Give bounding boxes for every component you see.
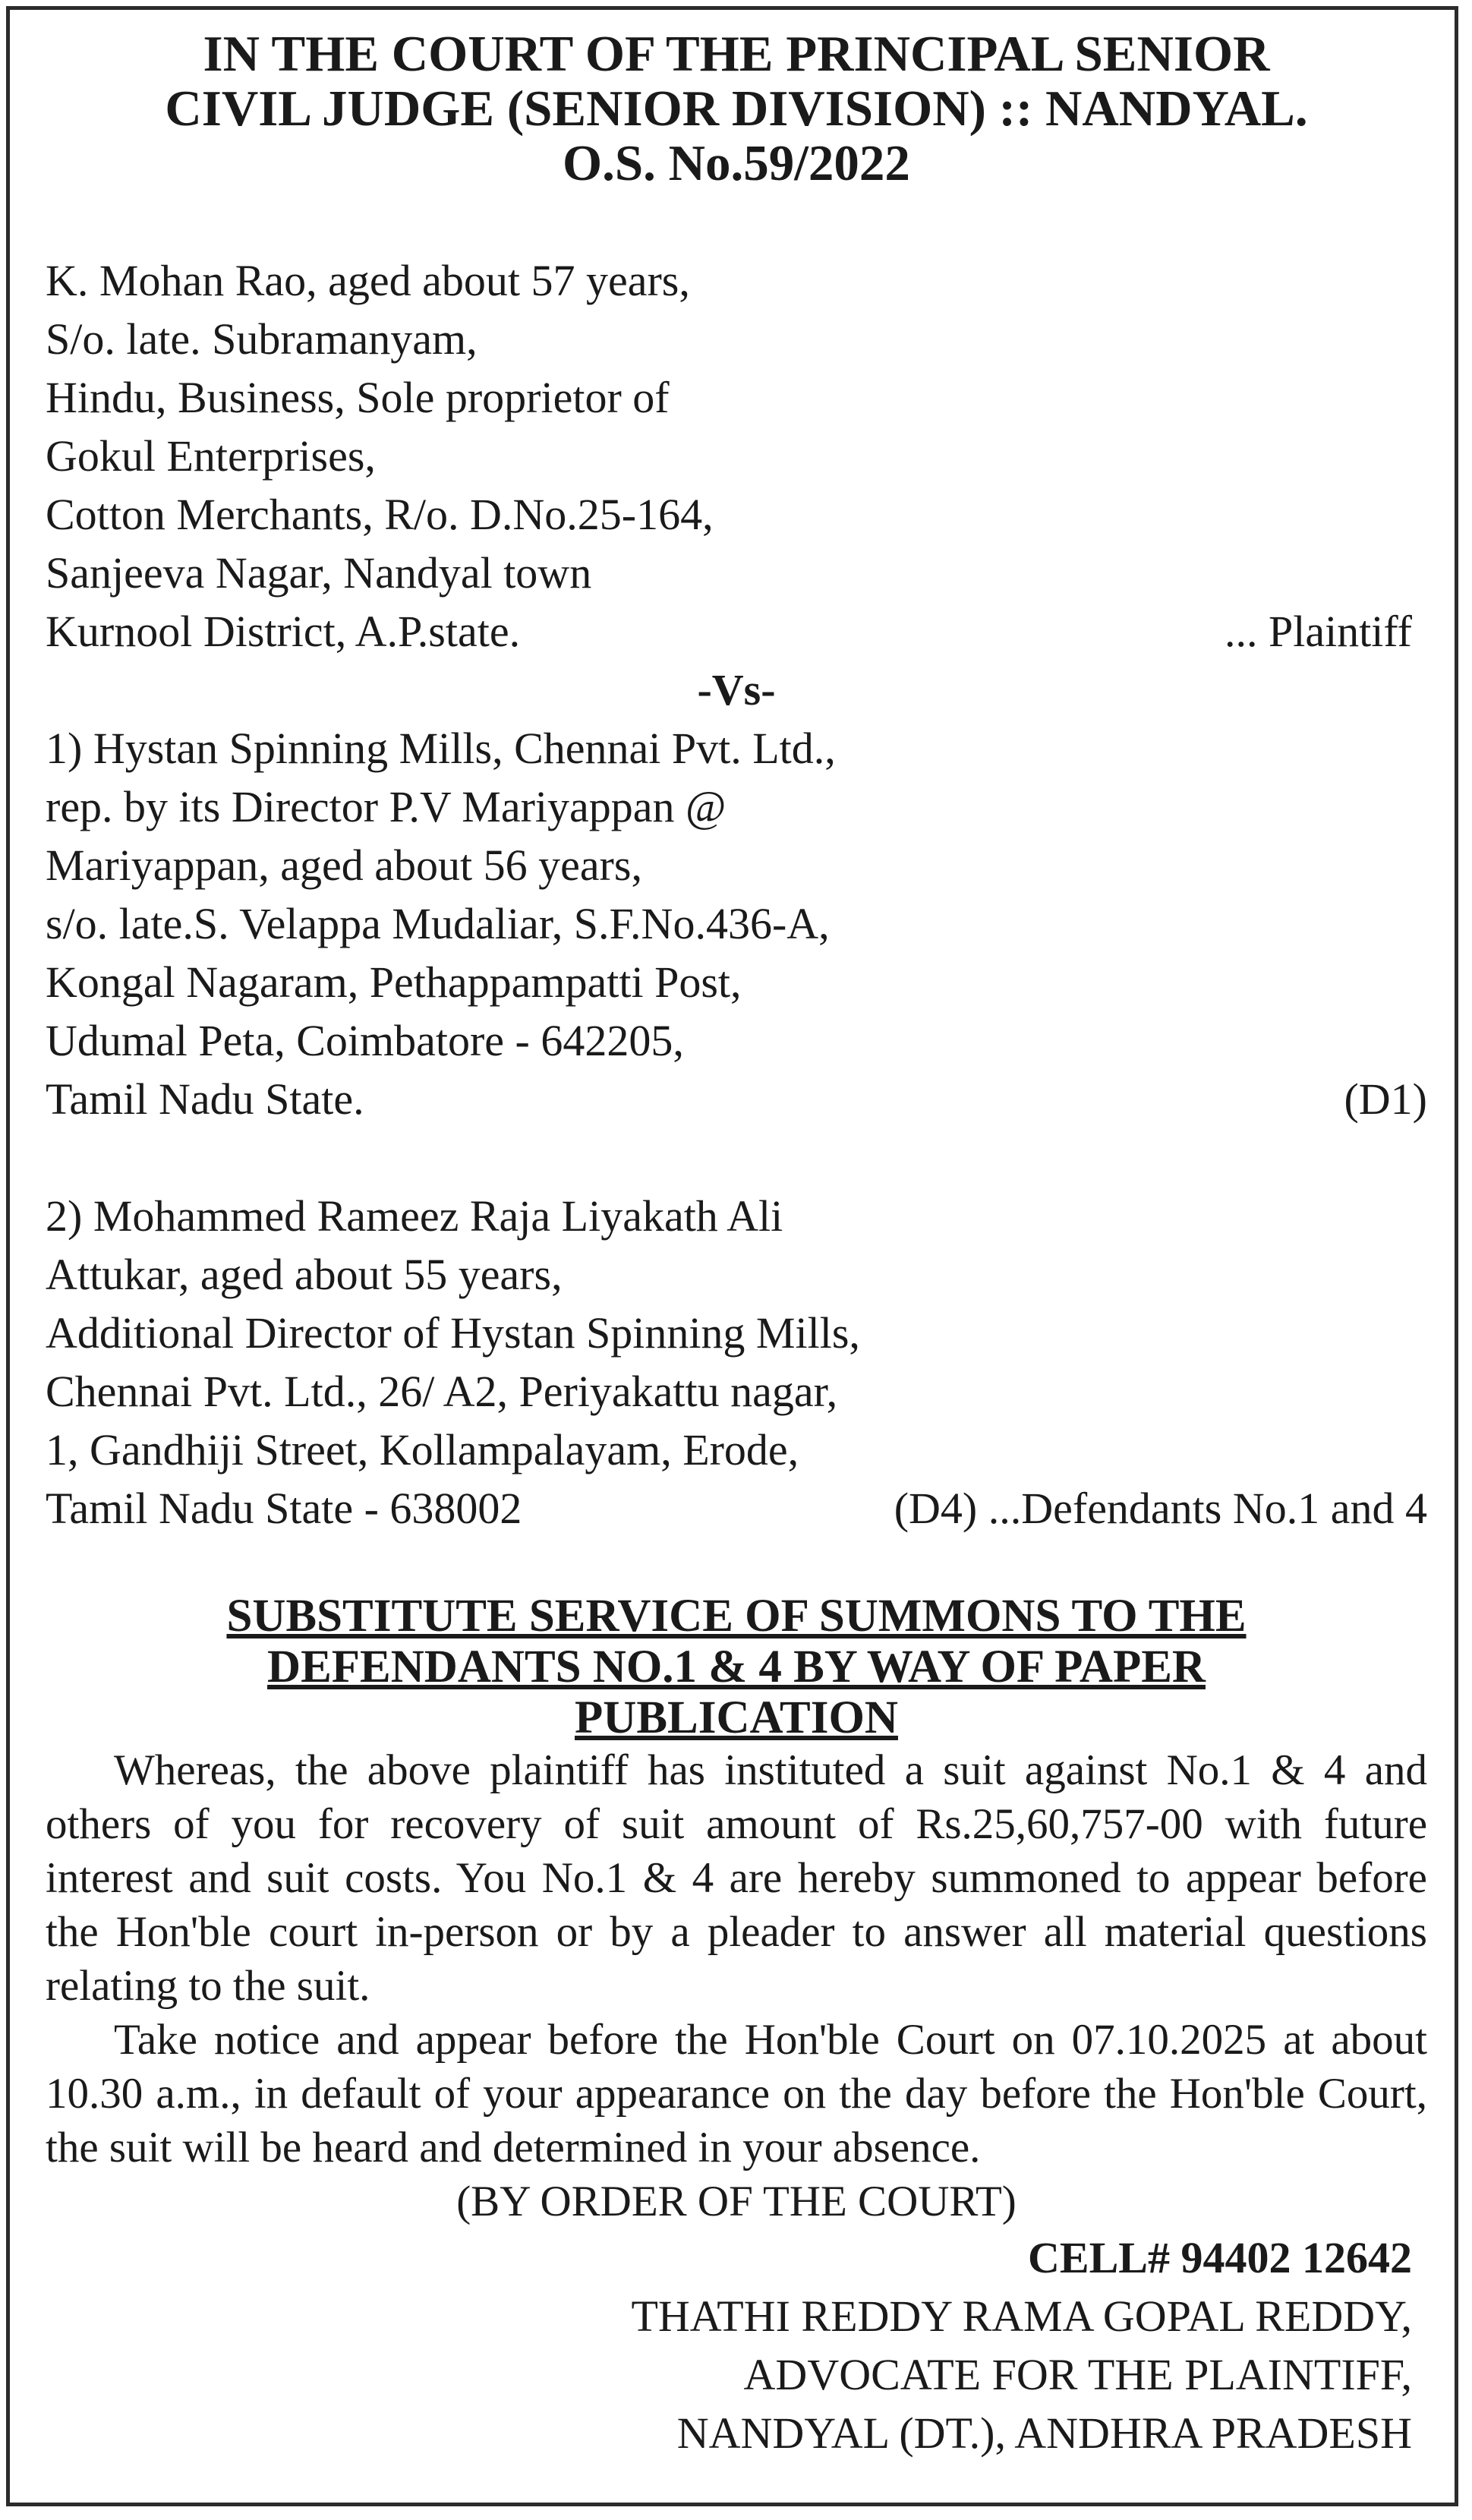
defendant2-line: Tamil Nadu State - 638002 bbox=[46, 1484, 522, 1533]
defendant1-last-row bbox=[46, 1070, 1427, 1128]
plaintiff-line: Gokul Enterprises, bbox=[46, 431, 376, 481]
court-name-line-2: CIVIL JUDGE (SENIOR DIVISION) :: NANDYAL. bbox=[165, 80, 1308, 137]
plaintiff-line: Sanjeeva Nagar, Nandyal town bbox=[46, 548, 592, 598]
advocate-block bbox=[46, 2287, 1427, 2462]
court-heading bbox=[46, 27, 1427, 191]
spacer bbox=[46, 1128, 1427, 1187]
cell-number: CELL# 94402 12642 bbox=[1028, 2233, 1412, 2282]
plaintiff-line: K. Mohan Rao, aged about 57 years, bbox=[46, 256, 690, 305]
defendant1-line: rep. by its Director P.V Mariyappan @ bbox=[46, 782, 727, 831]
subject-line-3: PUBLICATION bbox=[575, 1692, 898, 1743]
defendant1-line: s/o. late.S. Velappa Mudaliar, S.F.No.436-A, bbox=[46, 899, 830, 948]
defendant2-line: 1, Gandhiji Street, Kollampalayam, Erode, bbox=[46, 1425, 799, 1474]
defendant2-line: Attukar, aged about 55 years, bbox=[46, 1250, 563, 1299]
advocate-place: NANDYAL (DT.), ANDHRA PRADESH bbox=[676, 2408, 1412, 2458]
court-notice bbox=[46, 27, 1427, 2462]
plaintiff-line: Cotton Merchants, R/o. D.No.25-164, bbox=[46, 490, 714, 539]
subject-line-2: DEFENDANTS NO.1 & 4 BY WAY OF PAPER bbox=[267, 1642, 1206, 1692]
parties-block bbox=[46, 251, 1427, 1538]
court-name-line-1: IN THE COURT OF THE PRINCIPAL SENIOR bbox=[203, 26, 1270, 82]
court-order-line: (BY ORDER OF THE COURT) bbox=[456, 2178, 1017, 2225]
plaintiff-line: Hindu, Business, Sole proprietor of bbox=[46, 373, 670, 422]
defendant1-line: Mariyappan, aged about 56 years, bbox=[46, 841, 642, 890]
defendant2-line: Additional Director of Hystan Spinning Mills, bbox=[46, 1308, 860, 1358]
defendant2-line: 2) Mohammed Rameez Raja Liyakath Ali bbox=[46, 1191, 783, 1241]
subject-line-1: SUBSTITUTE SERVICE OF SUMMONS TO THE bbox=[226, 1591, 1247, 1642]
defendant2-line: Chennai Pvt. Ltd., 26/ A2, Periyakattu nagar, bbox=[46, 1367, 838, 1416]
advocate-name: THATHI REDDY RAMA GOPAL REDDY, bbox=[631, 2291, 1412, 2341]
plaintiff-last-row bbox=[46, 602, 1427, 661]
summons-subject bbox=[46, 1591, 1427, 1743]
defendant1-line: 1) Hystan Spinning Mills, Chennai Pvt. Ltd., bbox=[46, 724, 836, 773]
defendant1-line: Udumal Peta, Coimbatore - 642205, bbox=[46, 1016, 684, 1065]
plaintiff-role: ... Plaintiff bbox=[1224, 607, 1412, 656]
plaintiff-line: S/o. late. Subramanyam, bbox=[46, 314, 478, 364]
body-paragraph-2: Take notice and appear before the Hon'ble Court on 07.10.2025 at about 10.30 a.m., in default of your appearance on the day before the Hon'ble Court, the suit will be heard and determined in your absence. bbox=[46, 2016, 1427, 2171]
plaintiff-line: Kurnool District, A.P.state. bbox=[46, 607, 521, 656]
defendant1-tag: (D1) bbox=[1344, 1074, 1427, 1124]
case-number: O.S. No.59/2022 bbox=[563, 135, 910, 191]
advocate-role: ADVOCATE FOR THE PLAINTIFF, bbox=[743, 2350, 1412, 2399]
defendant1-line: Kongal Nagaram, Pethappampatti Post, bbox=[46, 957, 742, 1007]
versus-label: -Vs- bbox=[697, 665, 776, 714]
body-paragraph-1: Whereas, the above plaintiff has instituted a suit against No.1 & 4 and others of you for recovery of suit amount of Rs.25,60,757-00 with future interest and suit costs. You No.1 & 4 are hereby summoned to appear before the Hon'ble court in-person or by a pleader to answer all material questions relating to the suit. bbox=[46, 1746, 1427, 2010]
defendant1-line: Tamil Nadu State. bbox=[46, 1074, 364, 1124]
defendant2-last-row bbox=[46, 1479, 1427, 1538]
defendant2-tag: (D4) ...Defendants No.1 and 4 bbox=[894, 1484, 1427, 1533]
